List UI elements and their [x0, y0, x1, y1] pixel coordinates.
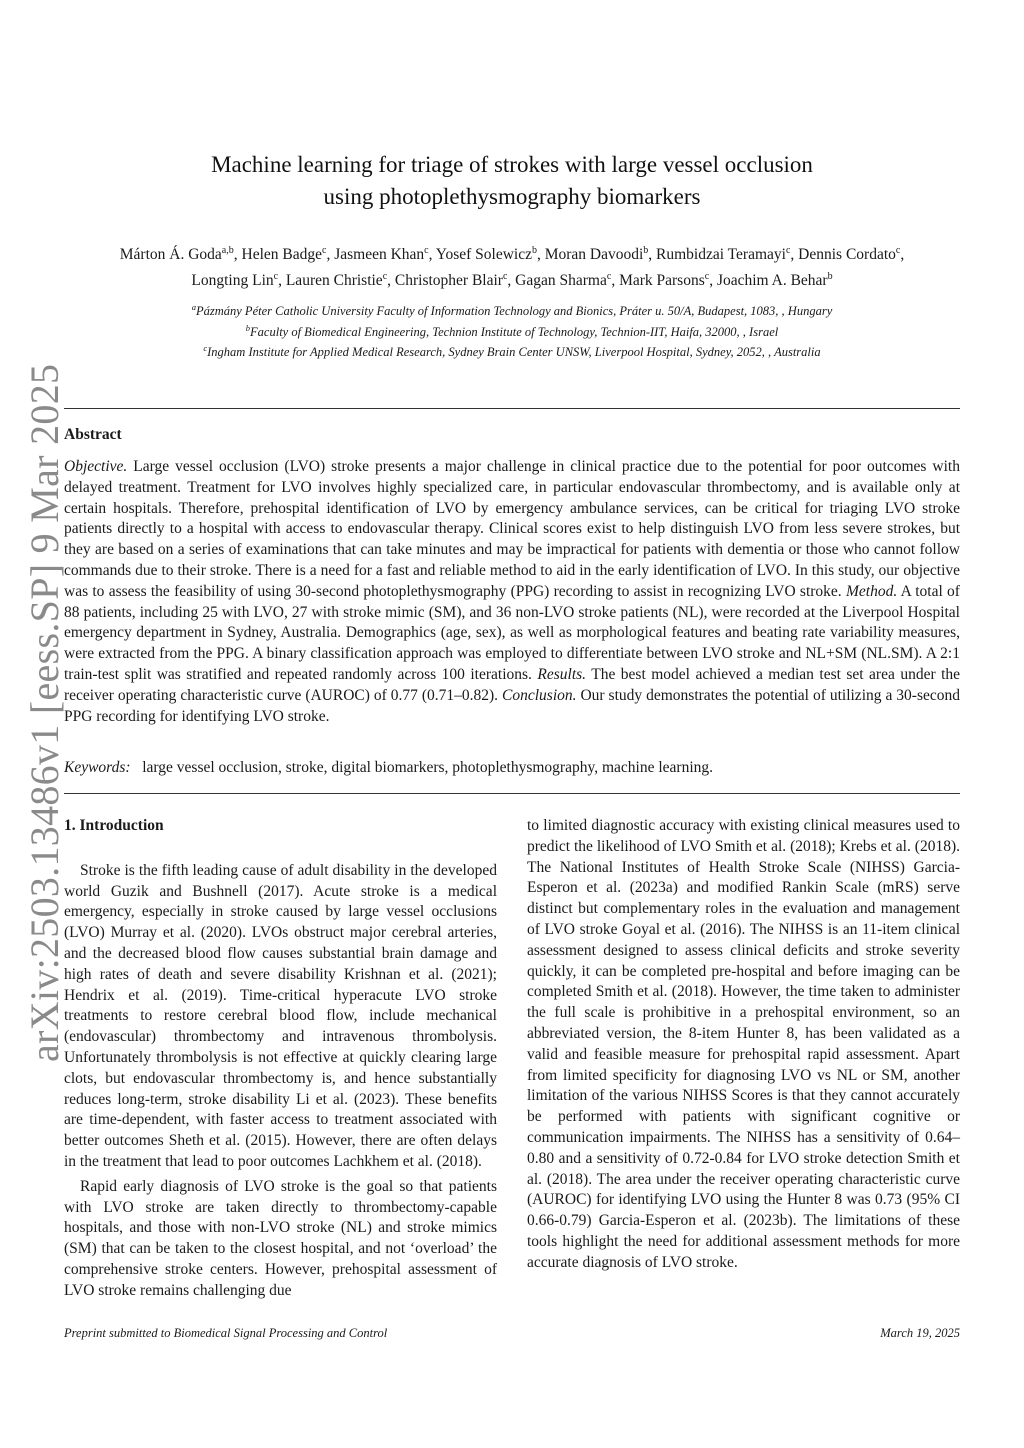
author: Jasmeen Khan$^c$ [334, 245, 429, 264]
author: Helen Badge$^c$ [241, 245, 327, 264]
conclusion-label: Conclusion. [502, 686, 577, 704]
left-column [64, 816, 497, 1302]
title-line-2: using photoplethysmography biomarkers [323, 184, 701, 209]
author-list: Márton Á. Goda$^{a,b}$, Helen Badge$^c$, Jasmeen Khan$^c$, Yosef Solewicz$^b$, Moran Davoodi$^b$, Rumbidzai Teramayi$^c$, Dennis Cordato$^c$, Longting Lin$^c$, Lauren Christie$^c$, Christopher Blair$^c$, Gagan Sharma$^c$, Mark Parsons$^c$, Joachim A. Behar$^b$ [119, 245, 905, 290]
results-label: Results. [537, 665, 587, 683]
affiliation: $^c$Ingham Institute for Applied Medical Research, Sydney Brain Center UNSW, Liverpool Hospital, Sydney, 2052, , Australia [203, 343, 821, 360]
paragraph: Stroke is the fifth leading cause of adult disability in the developed world Guzik and Bushnell (2017). Acute stroke is a medical emergency, especially in stroke caused by large vessel occlusions (LVO) Murray et al. (2020). LVOs obstruct major cerebral arteries, and the decreased blood flow causes substantial brain damage and high rates of death and severe disability Krishnan et al. (2021); Hendrix et al. (2019). Time-critical hyperacute LVO stroke treatments to restore cerebral blood flow, include mechanical (endovascular) thrombectomy and intravenous thrombolysis. Unfortunately thrombolysis is not effective at quickly clearing large clots, but endovascular thrombectomy is, and hence substantially reduces long-term, stroke disability Li et al. (2023). These benefits are time-dependent, with faster access to treatment associated with better outcomes Sheth et al. (2015). However, there are often delays in the treatment that lead to poor outcomes Lachkhem et al. (2018). [64, 861, 497, 1170]
affiliation: $^b$Faculty of Biomedical Engineering, Technion Institute of Technology, Technion-IIT, Haifa, 32000, , Israel [245, 322, 779, 339]
author: Rumbidzai Teramayi$^c$ [656, 245, 791, 264]
abstract-body [64, 457, 960, 727]
author: Yosef Solewicz$^b$ [435, 245, 537, 264]
paragraph: Rapid early diagnosis of LVO stroke is the goal so that patients with LVO stroke are taken directly to thrombectomy-capable hospitals, and those with non-LVO stroke (NL) and stroke mimics (SM) that can be taken to the closest hospital, and not ‘overload’ the comprehensive stroke centers. However, prehospital assessment of LVO stroke remains challenging due [64, 1177, 497, 1299]
objective-text: Large vessel occlusion (LVO) stroke presents a major challenge in clinical practice due to the potential for poor outcomes with delayed treatment. Treatment for LVO involves highly specialized care, in particular endovascular thrombectomy, and is available only at certain hospitals. Therefore, prehospital identification of LVO by emergency ambulance services, can be critical for triaging LVO stroke patients directly to a hospital with access to endovascular therapy. Clinical scores exist to help distinguish LVO from less severe strokes, but they are based on a series of examinations that can take minutes and may be impractical for patients with dementia or those who cannot follow commands due to their stroke. There is a need for a fast and reliable method to aid in the early identification of LVO. In this study, our objective was to assess the feasibility of using 30-second photoplethysmography (PPG) recording to assist in recognizing LVO stroke. [64, 458, 960, 600]
author: Gagan Sharma$^c$ [515, 271, 612, 290]
author: Dennis Cordato$^c$ [798, 245, 901, 264]
author: Joachim A. Behar$^b$ [716, 271, 833, 290]
author: Longting Lin$^c$ [191, 271, 279, 290]
abstract-heading: Abstract [64, 426, 122, 443]
author: Mark Parsons$^c$ [619, 271, 710, 290]
footer-preprint-note: Preprint submitted to Biomedical Signal Processing and Control [64, 1326, 388, 1340]
keywords-label: Keywords: [64, 759, 131, 776]
abstract-top-rule [64, 408, 960, 409]
title-line-1: Machine learning for triage of strokes with large vessel occlusion [211, 152, 813, 177]
paper-title [120, 149, 904, 213]
method-label: Method. [845, 582, 898, 600]
author: Moran Davoodi$^b$ [544, 245, 649, 264]
method-text: A total of 88 patients, including 25 with LVO, 27 with stroke mimic (SM), and 36 non-LVO stroke patients (NL), were recorded at the Liverpool Hospital emergency department in Sydney, Australia. Demographics (age, sex), as well as morphological features and beating rate variability measures, were extracted from the PPG. A binary classification approach was employed to differentiate between LVO stroke and NL+SM (NL.SM). A 2:1 train-test split was stratified and repeated randomly across 100 iterations. [64, 582, 960, 683]
footer-date: March 19, 2025 [880, 1326, 960, 1340]
conclusion-text: Our study demonstrates the potential of utilizing a 30-second PPG recording for identifying LVO stroke. [64, 686, 961, 725]
author: Christopher Blair$^c$ [394, 271, 508, 290]
arxiv-identifier: arXiv:2503.13486v1 [eess.SP] 9 Mar 2025 [22, 363, 67, 1062]
keywords [64, 758, 960, 779]
author: Márton Á. Goda$^{a,b}$ [119, 245, 234, 264]
right-column [527, 816, 960, 1274]
objective-label: Objective. [64, 458, 128, 475]
keywords-text: large vessel occlusion, stroke, digital biomarkers, photoplethysmography, machine learning. [142, 759, 713, 776]
section-heading-introduction: 1. Introduction [64, 817, 164, 834]
abstract-bottom-rule [64, 793, 960, 794]
paragraph: to limited diagnostic accuracy with existing clinical measures used to predict the likelihood of LVO Smith et al. (2018); Krebs et al. (2018). The National Institutes of Health Stroke Scale (NIHSS) Garcia-Esperon et al. (2023a) and modified Rankin Scale (mRS) serve distinct but complementary roles in the evaluation and management of LVO stroke Goyal et al. (2016). The NIHSS is an 11-item clinical assessment designed to assess clinical deficits and stroke severity quickly, it can be completed pre-hospital and before imaging can be completed Smith et al. (2018). However, the time taken to administer the full scale is prohibitive in a prehospital environment, so an abbreviated version, the 8-item Hunter 8, has been validated as a valid and feasible measure for prehospital rapid assessment. Apart from limited specificity for diagnosing LVO vs NL or SM, another limitation of the various NIHSS Scores is that they cannot accurately be performed with patients with significant cognitive or communication impairments. The NIHSS has a sensitivity of 0.64–0.80 and a sensitivity of 0.72-0.84 for LVO stroke detection Smith et al. (2018). The area under the receiver operating characteristic curve (AUROC) for identifying LVO using the Hunter 8 was 0.73 (95% CI 0.66-0.79) Garcia-Esperon et al. (2023b). The limitations of these tools highlight the need for additional assessment methods for more accurate diagnosis of LVO stroke. [527, 817, 960, 1271]
affiliation-list [60, 299, 964, 361]
affiliation: $^a$Pázmány Péter Catholic University Faculty of Information Technology and Bionics, Práter u. 50/A, Budapest, 1083, , Hungary [191, 302, 833, 319]
author: Lauren Christie$^c$ [285, 271, 388, 290]
results-text: The best model achieved a median test set area under the receiver operating characteristic curve (AUROC) of 0.77 (0.71–0.82). [64, 665, 961, 704]
